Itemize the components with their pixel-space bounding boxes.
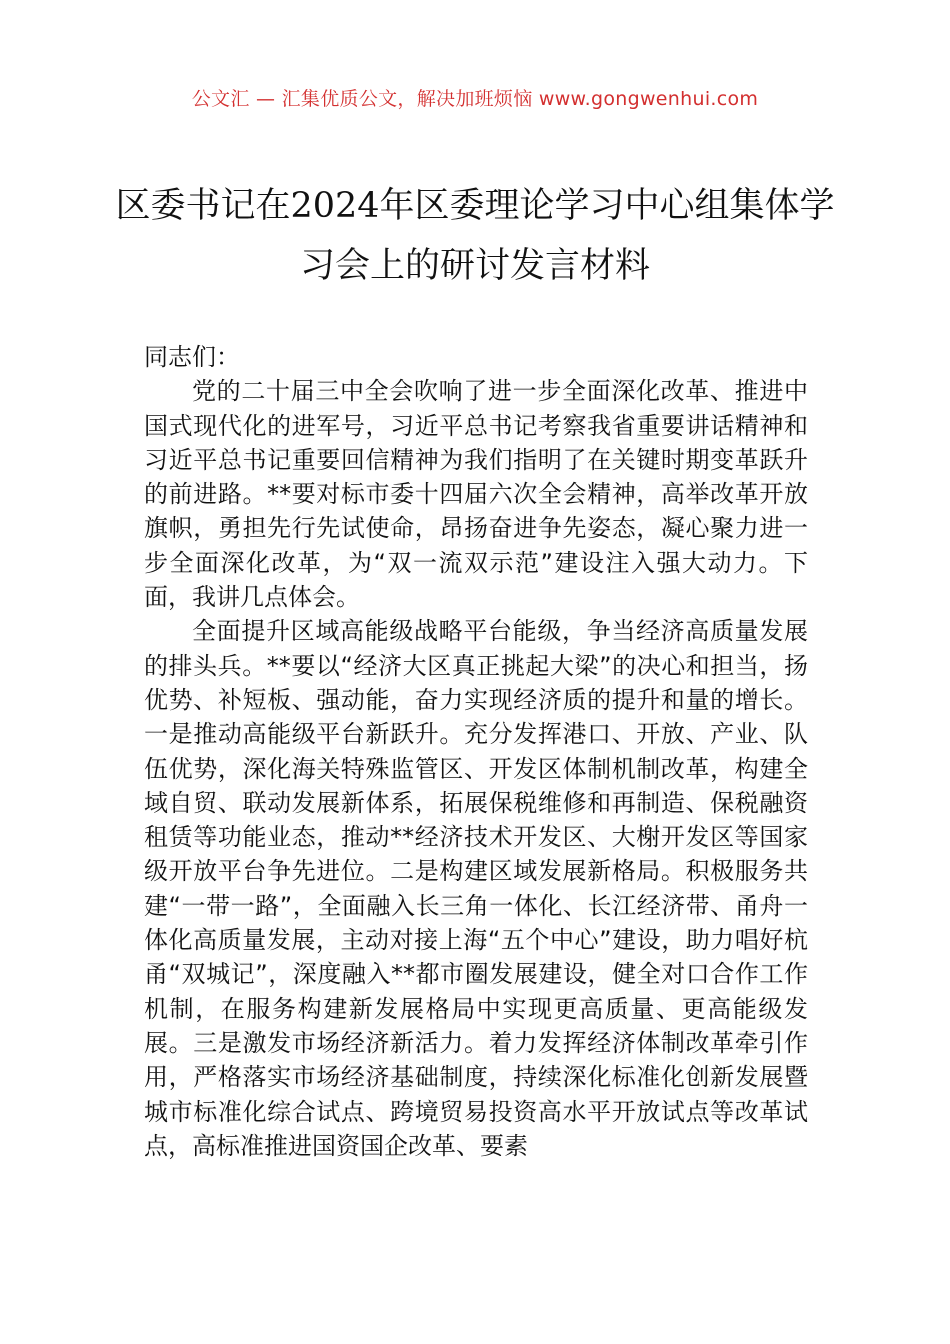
paragraph-1: 党的二十届三中全会吹响了进一步全面深化改革、推进中国式现代化的进军号，习近平总书记考察我省重要讲话精神和习近平总书记重要回信精神为我们指明了在关键时期变革跃升的前进路。**要对标市委十四届六次全会精神，高举改革开放旗帜，勇担先行先试使命，昂扬奋进争先姿态，凝心聚力进一步全面深化改革，为“双一流双示范”建设注入强大动力。下面，我讲几点体会。 <box>144 377 808 612</box>
salutation: 同志们： <box>144 343 240 371</box>
document-title: 区委书记在2024年区委理论学习中心组集体学习会上的研讨发言材料 <box>115 186 835 286</box>
document-body <box>144 340 808 1163</box>
paragraph-2: 全面提升区域高能级战略平台能级，争当经济高质量发展的排头兵。**要以“经济大区真正挑起大梁”的决心和担当，扬优势、补短板、强动能，奋力实现经济质的提升和量的增长。一是推动高能级平台新跃升。充分发挥港口、开放、产业、队伍优势，深化海关特殊监管区、开发区体制机制改革，构建全域自贸、联动发展新体系，拓展保税维修和再制造、保税融资租赁等功能业态，推动**经济技术开发区、大榭开发区等国家级开放平台争先进位。二是构建区域发展新格局。积极服务共建“一带一路”，全面融入长三角一体化、长江经济带、甬舟一体化高质量发展，主动对接上海“五个中心”建设，助力唱好杭甬“双城记”，深度融入**都市圈发展建设，健全对口合作工作机制，在服务构建新发展格局中实现更高质量、更高能级发展。三是激发市场经济新活力。着力发挥经济体制改革牵引作用，严格落实市场经济基础制度，持续深化标准化创新发展暨城市标准化综合试点、跨境贸易投资高水平开放试点等改革试点，高标准推进国资国企改革、要素 <box>144 617 808 1160</box>
header-watermark: 公文汇 — 汇集优质公文，解决加班烦恼 www.gongwenhui.com <box>191 88 759 110</box>
